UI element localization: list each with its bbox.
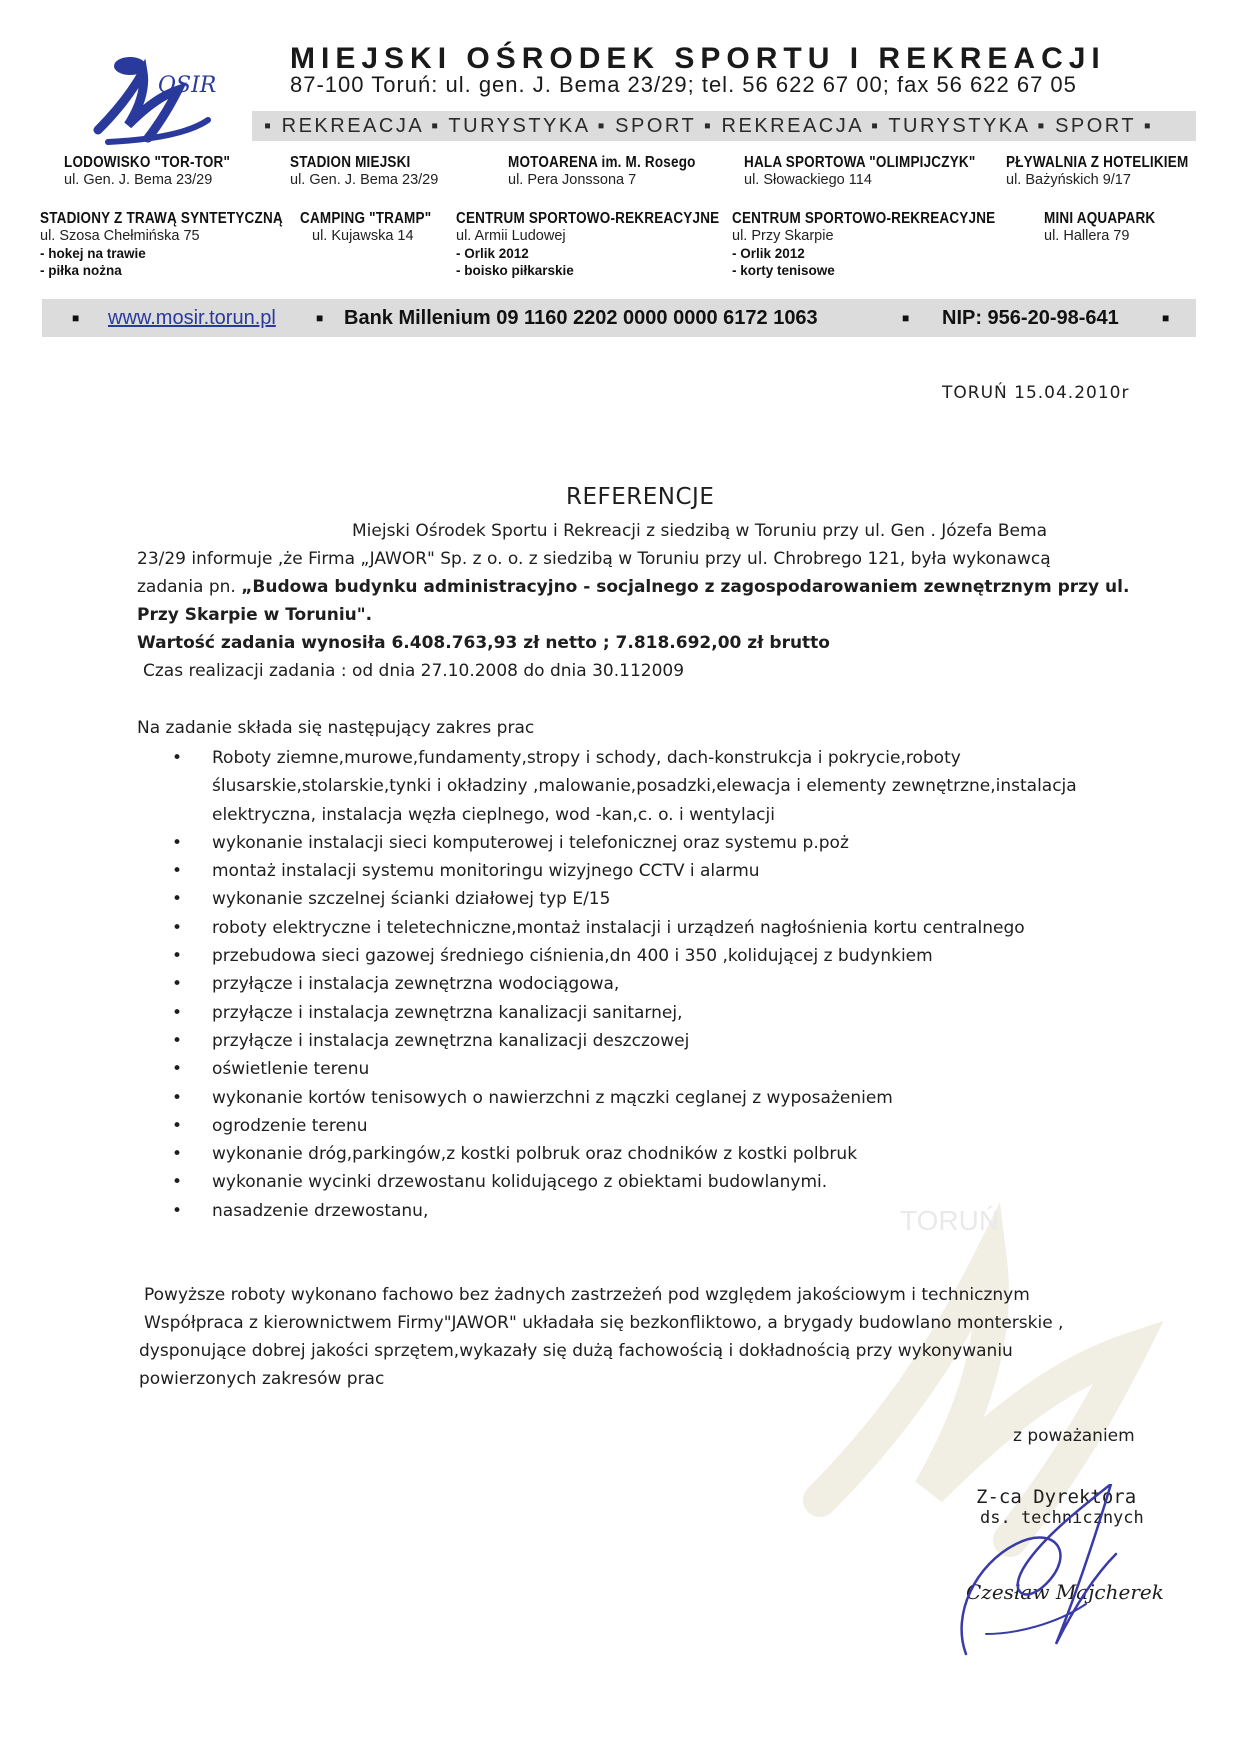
- slogan-band: ▪ REKREACJA ▪ TURYSTYKA ▪ SPORT ▪ REKREACJA ▪ TURYSTYKA ▪ SPORT ▪: [252, 111, 1196, 141]
- task-value: Wartość zadania wynosiła 6.408.763,93 zł netto ; 7.818.692,00 zł brutto: [137, 633, 830, 653]
- list-item: • ogrodzenie terenu: [138, 1112, 1138, 1140]
- list-item: • wykonanie dróg,parkingów,z kostki polbruk oraz chodników z kostki polbruk: [138, 1140, 1138, 1168]
- intro-line: Miejski Ośrodek Sportu i Rekreacji z siedzibą w Toruniu przy ul. Gen . Józefa Bema: [352, 521, 1047, 541]
- list-item: • wykonanie instalacji sieci komputerowej i telefonicznej oraz systemu p.poż: [138, 829, 1138, 857]
- facility-swimming-pool: PŁYWALNIA Z HOTELIKIEM ul. Bażyńskich 9/17: [1006, 153, 1189, 188]
- closing-line: Powyższe roboty wykonano fachowo bez żadnych zastrzeżeń pod względem jakościowym i technicznym: [144, 1285, 1030, 1305]
- facility-synthetic-fields: STADIONY Z TRAWĄ SYNTETYCZNĄ ul. Szosa Chełmińska 75 - hokej na trawie - piłka nożna: [40, 209, 283, 278]
- signer-name: Czesław Majcherek: [966, 1580, 1164, 1604]
- handwritten-signature: [946, 1484, 1146, 1664]
- list-item: • montaż instalacji systemu monitoringu wizyjnego CCTV i alarmu: [138, 857, 1138, 885]
- facility-motoarena: MOTOARENA im. M. Rosego ul. Pera Jonssona 7: [508, 153, 696, 188]
- letter-date: TORUŃ 15.04.2010r: [942, 383, 1130, 403]
- stamp-department: ds. technicznych: [980, 1508, 1144, 1528]
- facility-camping: CAMPING "TRAMP" ul. Kujawska 14: [300, 209, 432, 244]
- mosir-logo: [88, 50, 238, 150]
- organization-name: MIEJSKI OŚRODEK SPORTU I REKREACJI: [290, 42, 1106, 75]
- facility-sports-centre-skarpa: CENTRUM SPORTOWO-REKREACYJNE ul. Przy Skarpie - Orlik 2012 - korty tenisowe: [732, 209, 996, 278]
- list-item: • przyłącze i instalacja zewnętrzna kanalizacji deszczowej: [138, 1027, 1138, 1055]
- closing-line: powierzonych zakresów prac: [139, 1369, 385, 1389]
- list-item: • roboty elektryczne i teletechniczne,montaż instalacji i urządzeń nagłośnienia kortu centralnego: [138, 914, 1138, 942]
- facility-ice-rink: LODOWISKO "TOR-TOR" ul. Gen. J. Bema 23/29: [64, 153, 231, 188]
- list-item: • wykonanie wycinki drzewostanu kolidującego z obiektami budowlanymi.: [138, 1168, 1138, 1196]
- list-item: • przyłącze i instalacja zewnętrzna kanalizacji sanitarnej,: [138, 999, 1138, 1027]
- list-item: • przyłącze i instalacja zewnętrzna wodociągowa,: [138, 970, 1138, 998]
- list-item: • przebudowa sieci gazowej średniego ciśnienia,dn 400 i 350 ,kolidującej z budynkiem: [138, 942, 1138, 970]
- scope-intro: Na zadanie składa się następujący zakres prac: [137, 718, 535, 738]
- facility-sports-hall: HALA SPORTOWA "OLIMPIJCZYK" ul. Słowackiego 114: [744, 153, 976, 188]
- stamp-title: Z-ca Dyrektora: [976, 1486, 1137, 1508]
- contact-band: ■ www.mosir.torun.pl ■ Bank Millenium 09 1160 2202 0000 0000 6172 1063 ■ NIP: 956-20-98-641 ■: [42, 299, 1196, 337]
- task-duration: Czas realizacji zadania : od dnia 27.10.2008 do dnia 30.112009: [143, 661, 685, 681]
- nip-number: NIP: 956-20-98-641: [942, 307, 1119, 329]
- facility-stadium: STADION MIEJSKI ul. Gen. J. Bema 23/29: [290, 153, 439, 188]
- intro-line: 23/29 informuje ,że Firma „JAWOR" Sp. z o. o. z siedzibą w Toruniu przy ul. Chrobrego 121, była wykonawcą: [137, 549, 1051, 569]
- list-item: • wykonanie szczelnej ścianki działowej typ E/15: [138, 885, 1138, 913]
- list-item: • Roboty ziemne,murowe,fundamenty,stropy i schody, dach-konstrukcja i pokrycie,roboty ślusarskie,stolarskie,tynki i okładziny ,malowanie,posadzki,elewacja i elementy zewnętrzne,instalacja elektryczna, instalacja węzła cieplnego, wod -kan,c. o. i wentylacji: [138, 744, 1138, 829]
- document-title: REFERENCJE: [566, 484, 715, 510]
- facility-mini-aquapark: MINI AQUAPARK ul. Hallera 79: [1044, 209, 1156, 244]
- scope-list: [138, 744, 1138, 1225]
- list-item: • oświetlenie terenu: [138, 1055, 1138, 1083]
- closing-line: Współpraca z kierownictwem Firmy"JAWOR" układała się bezkonfliktowo, a brygady budowlano monterskie ,: [144, 1313, 1064, 1333]
- list-item: • nasadzenie drzewostanu,: [138, 1197, 1138, 1225]
- facility-sports-centre-armii: CENTRUM SPORTOWO-REKREACYJNE ul. Armii Ludowej - Orlik 2012 - boisko piłkarskie: [456, 209, 720, 278]
- organization-address: 87-100 Toruń: ul. gen. J. Bema 23/29; tel. 56 622 67 00; fax 56 622 67 05: [290, 72, 1077, 97]
- svg-text:TORUŃ: TORUŃ: [900, 1205, 1000, 1236]
- closing-line: dysponujące dobrej jakości sprzętem,wykazały się dużą fachowością i dokładnością przy wykonywaniu: [139, 1341, 1013, 1361]
- regards: z poważaniem: [1013, 1426, 1135, 1446]
- website-link[interactable]: www.mosir.torun.pl: [108, 307, 276, 329]
- list-item: • wykonanie kortów tenisowych o nawierzchni z mączki ceglanej z wyposażeniem: [138, 1084, 1138, 1112]
- svg-text:OSIR: OSIR: [158, 73, 217, 98]
- task-line-cont: Przy Skarpie w Toruniu".: [137, 605, 373, 625]
- bank-account: Bank Millenium 09 1160 2202 0000 0000 6172 1063: [344, 307, 818, 329]
- task-line: zadania pn. „Budowa budynku administracyjno - socjalnego z zagospodarowaniem zewnętrznym przy ul.: [137, 577, 1130, 597]
